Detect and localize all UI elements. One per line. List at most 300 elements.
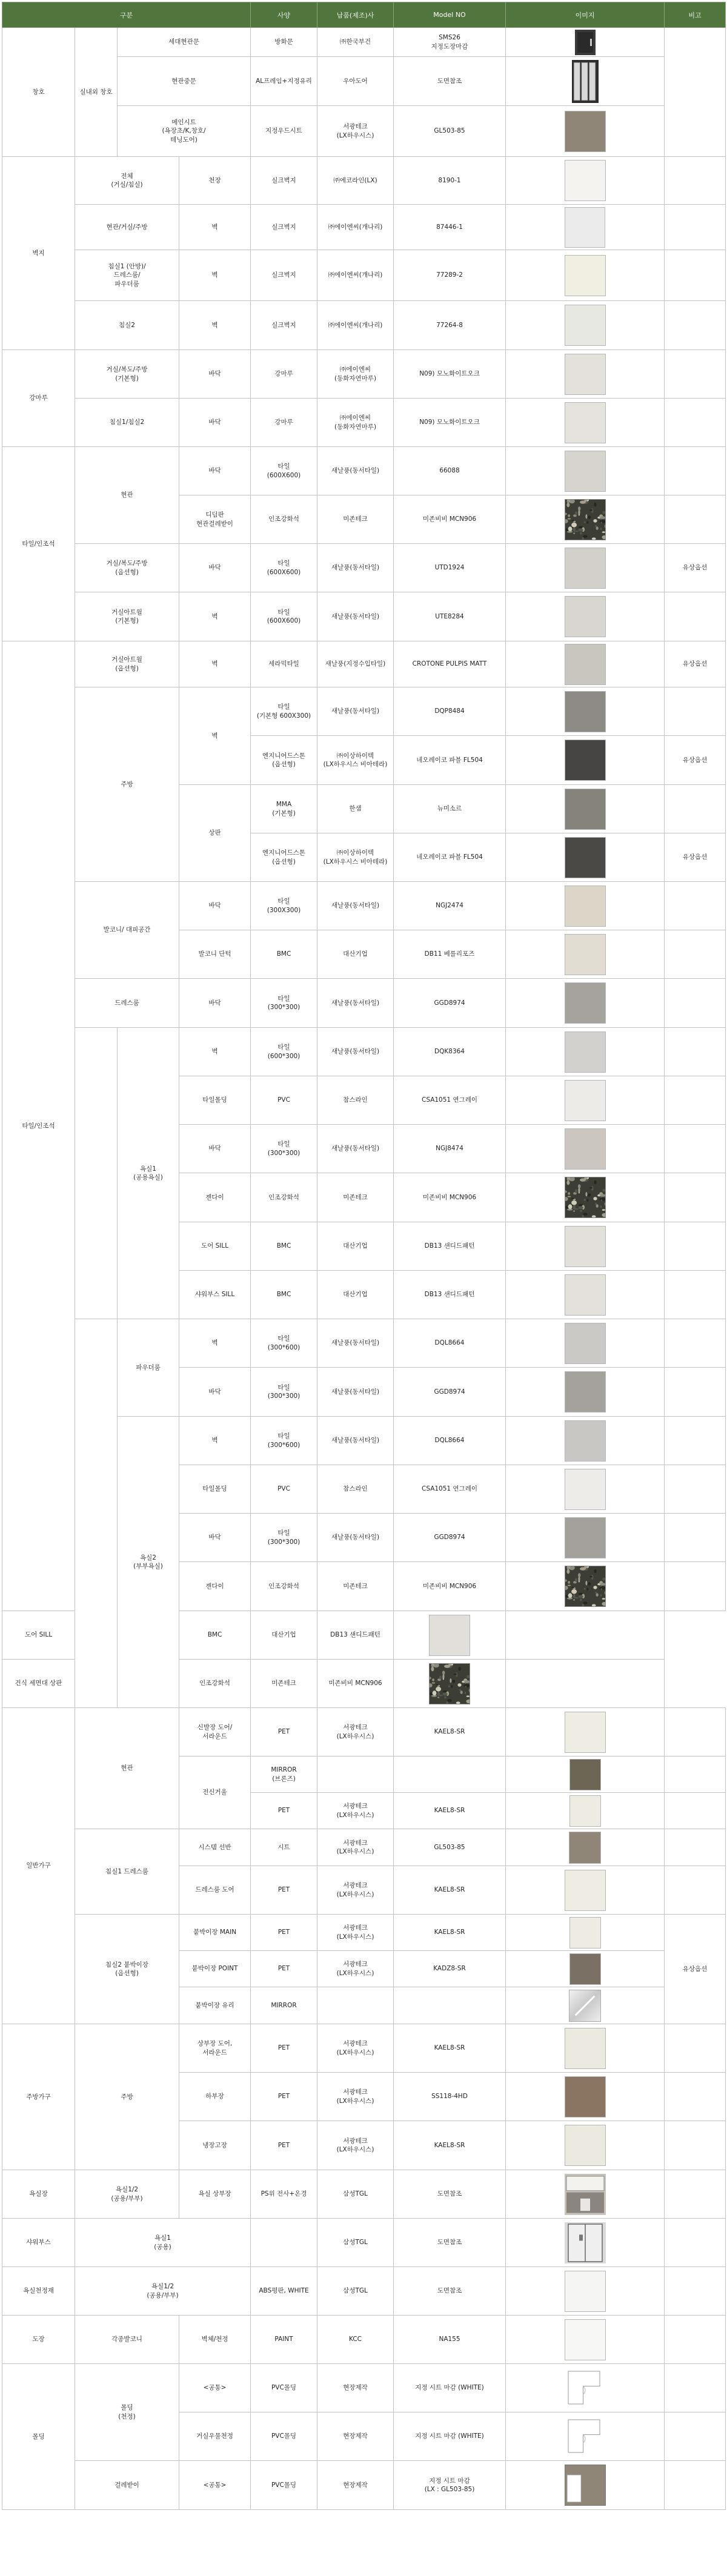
table-row — [2, 2364, 726, 2412]
col-header-category: 구분 — [2, 2, 251, 28]
subarea-cell: 욕실2 (부부욕실) — [118, 1417, 179, 1708]
spec-cell: 실크벽지 — [251, 157, 317, 205]
spec-cell: AL프레임+지정유리 — [251, 57, 317, 106]
image-cell — [506, 2461, 665, 2510]
supplier-cell — [317, 1757, 394, 1793]
spec-cell: 타일 (300*300) — [251, 1125, 317, 1173]
part-cell: 바닥 — [179, 882, 251, 930]
material-swatch — [565, 1371, 606, 1412]
supplier-cell: 새날풍(동서타일) — [317, 1028, 394, 1076]
table-row — [2, 28, 726, 57]
image-cell — [506, 1173, 665, 1222]
model-cell: CSA1051 연그레이 — [394, 1465, 506, 1514]
table-row — [2, 979, 726, 1028]
model-cell: KAEL8-SR — [394, 1866, 506, 1915]
image-cell — [506, 882, 665, 930]
supplier-cell: 서광테크 (LX하우시스) — [317, 2073, 394, 2121]
model-cell: UTE8284 — [394, 592, 506, 641]
spec-cell: PET — [251, 1708, 317, 1757]
part-cell: 타일몰딩 — [179, 1465, 251, 1514]
spec-cell: 인조강화석 — [251, 1173, 317, 1222]
note-cell — [665, 882, 726, 930]
part-cell: 젠다이 — [179, 1562, 251, 1611]
model-cell: GGD8974 — [394, 1514, 506, 1562]
image-cell — [506, 1708, 665, 1757]
image-cell — [506, 1271, 665, 1319]
note-cell — [665, 1271, 726, 1319]
model-cell: 네오레이코 파블 FL504 — [394, 736, 506, 785]
table-row — [2, 399, 726, 447]
image-cell — [506, 1125, 665, 1173]
part-cell: 바닥 — [179, 1368, 251, 1417]
supplier-cell: ㈜한국부건 — [317, 28, 394, 57]
material-swatch — [565, 1031, 606, 1073]
supplier-cell: 삼성TGL — [317, 2219, 394, 2267]
model-cell: SS118-4HD — [394, 2073, 506, 2121]
supplier-cell: 서광테크 (LX하우시스) — [317, 1793, 394, 1829]
image-cell — [506, 399, 665, 447]
table-row — [2, 1829, 726, 1866]
supplier-cell: ㈜에이엔씨(개나리) — [317, 301, 394, 350]
part-cell: 벽 — [179, 1319, 251, 1368]
model-cell: DB13 샌디드패턴 — [317, 1611, 394, 1660]
material-swatch — [569, 1832, 601, 1864]
spec-cell: 타일 (기본형 600X300) — [251, 687, 317, 736]
table-row — [2, 641, 726, 687]
part-cell: 디딤판 현관걸레받이 — [179, 495, 251, 544]
model-cell: KAEL8-SR — [394, 1915, 506, 1951]
molding-icon — [565, 2368, 606, 2409]
supplier-cell: 서광테크 (LX하우시스) — [317, 2121, 394, 2170]
area-cell: 거실/복도/주방 (기본형) — [75, 350, 179, 399]
material-swatch — [565, 1870, 606, 1911]
model-cell: NGJ8474 — [394, 1125, 506, 1173]
image-cell — [506, 736, 665, 785]
material-swatch — [565, 1469, 606, 1510]
spec-cell: 세라믹타일 — [251, 641, 317, 687]
model-cell: 미존비비 MCN906 — [394, 1562, 506, 1611]
part-cell: 시스템 선반 — [179, 1829, 251, 1866]
spec-cell: PVC몰딩 — [251, 2412, 317, 2461]
model-cell: N09) 모노화이트오크 — [394, 350, 506, 399]
header-row — [2, 2, 726, 28]
model-cell: 미존비비 MCN906 — [394, 1173, 506, 1222]
supplier-cell: ㈜에이엔씨(개나리) — [317, 250, 394, 301]
spec-cell: 타일 (300*300) — [251, 1368, 317, 1417]
model-cell: 지정 시트 마감 (WHITE) — [394, 2364, 506, 2412]
image-cell — [506, 1866, 665, 1915]
spec-table-body — [2, 28, 726, 2510]
area-cell: 거실아트월 (기본형) — [75, 592, 179, 641]
spec-cell: MIRROR (브론즈) — [251, 1757, 317, 1793]
spec-cell: PET — [251, 1793, 317, 1829]
part-cell: 신발장 도어/ 서라운드 — [179, 1708, 251, 1757]
subarea-cell: 욕실1 (공용욕실) — [118, 1028, 179, 1319]
spec-cell: BMC — [251, 930, 317, 979]
area-cell: 전체 (거실/침실) — [75, 157, 179, 205]
image-cell — [506, 2024, 665, 2073]
supplier-cell: 현장제작 — [317, 2412, 394, 2461]
table-row — [2, 1028, 726, 1076]
table-row — [2, 250, 726, 301]
part-cell: 바닥 — [179, 350, 251, 399]
spec-cell: PVC — [251, 1076, 317, 1125]
note-cell — [665, 1514, 726, 1562]
supplier-cell: 현장제작 — [317, 2364, 394, 2412]
spec-cell: 타일 (300*300) — [251, 979, 317, 1028]
model-cell: UTD1924 — [394, 544, 506, 592]
table-row — [2, 350, 726, 399]
model-cell: 도면참조 — [394, 2267, 506, 2316]
table-row — [2, 544, 726, 592]
category-cell: 욕실천정재 — [2, 2267, 75, 2316]
supplier-cell: 새날풍(동서타일) — [317, 1125, 394, 1173]
part-cell: 샤워부스 SILL — [179, 1271, 251, 1319]
spec-cell: 인조강화석 — [179, 1660, 251, 1708]
part-cell: 드레스룸 도어 — [179, 1866, 251, 1915]
part-cell: 젠다이 — [179, 1173, 251, 1222]
table-row — [2, 447, 726, 495]
material-swatch — [565, 596, 606, 637]
image-cell — [506, 1757, 665, 1793]
part-cell: 벽 — [179, 205, 251, 250]
supplier-cell: 서광테크 (LX하우시스) — [317, 1708, 394, 1757]
area-cell: 드레스룸 — [75, 979, 179, 1028]
material-swatch — [565, 160, 606, 201]
sliding-door-image — [572, 60, 599, 103]
model-cell: 87446-1 — [394, 205, 506, 250]
col-header-supplier: 납품(제조)사 — [317, 2, 394, 28]
note-cell: 유상옵션 — [665, 641, 726, 687]
image-cell — [506, 495, 665, 544]
category-cell: 벽지 — [2, 157, 75, 350]
note-cell — [665, 2364, 726, 2412]
spec-cell: 엔지니어드스톤 (옵션형) — [251, 833, 317, 882]
supplier-cell: ㈜에이엔씨 (동화자연마루) — [317, 350, 394, 399]
molding-icon — [565, 2416, 606, 2457]
part-cell: 발코니 단턱 — [179, 930, 251, 979]
area-cell: 실내외 창호 — [75, 28, 118, 157]
image-cell — [506, 1076, 665, 1125]
category-cell: 욕실장 — [2, 2170, 75, 2219]
note-cell — [665, 399, 726, 447]
col-header-note: 비고 — [665, 2, 726, 28]
spec-cell: 타일 (300X300) — [251, 882, 317, 930]
part-cell: 벽 — [179, 687, 251, 785]
note-cell — [665, 1465, 726, 1514]
note-cell: 유상옵션 — [665, 833, 726, 882]
note-cell — [665, 930, 726, 979]
table-row — [2, 2219, 726, 2267]
note-cell — [506, 1611, 665, 1660]
image-cell — [506, 1829, 665, 1866]
category-cell: 타일/인조석 — [2, 641, 75, 1611]
model-cell: 뉴미소르 — [394, 785, 506, 833]
note-cell: 유상옵션 — [665, 736, 726, 785]
model-cell: 지정 시트 마감 (WHITE) — [394, 2412, 506, 2461]
table-row — [2, 157, 726, 205]
supplier-cell: 미존테크 — [251, 1660, 317, 1708]
spec-cell — [251, 2219, 317, 2267]
supplier-cell: ㈜에이엔씨(개나리) — [317, 205, 394, 250]
granite-swatch — [565, 1177, 606, 1218]
image-cell — [506, 301, 665, 350]
supplier-cell: 우아도어 — [317, 57, 394, 106]
spec-cell: 타일 (300*600) — [251, 1319, 317, 1368]
supplier-cell: KCC — [317, 2316, 394, 2364]
material-swatch — [569, 1917, 601, 1949]
note-cell — [665, 447, 726, 495]
supplier-cell: ㈜에이엔씨 (동화자연마루) — [317, 399, 394, 447]
door-image — [575, 30, 596, 55]
subarea-cell: 파우더룸 — [118, 1319, 179, 1417]
supplier-cell: 현장제작 — [317, 2461, 394, 2510]
part-cell: 벽 — [179, 592, 251, 641]
note-cell — [665, 250, 726, 301]
supplier-cell: 새날풍(동서타일) — [317, 979, 394, 1028]
model-cell: 네오레이코 파블 FL504 — [394, 833, 506, 882]
category-cell: 타일/인조석 — [2, 447, 75, 641]
material-swatch — [565, 886, 606, 927]
area-cell: 욕실1 (공용) — [75, 2219, 251, 2267]
note-cell — [665, 495, 726, 544]
supplier-cell: 새날풍(동서타일) — [317, 1417, 394, 1465]
spec-cell: PET — [251, 1951, 317, 1987]
image-cell — [506, 157, 665, 205]
part-cell: <공통> — [179, 2461, 251, 2510]
note-cell — [665, 1368, 726, 1417]
model-cell: KADZ8-SR — [394, 1951, 506, 1987]
part-cell: 벽 — [179, 1028, 251, 1076]
supplier-cell: 서광테크 (LX하우시스) — [317, 2024, 394, 2073]
finish-spec-table — [2, 2, 726, 2510]
spec-cell: PET — [251, 2073, 317, 2121]
image-cell — [506, 28, 665, 57]
material-swatch — [565, 1323, 606, 1364]
spec-cell: 엔지니어드스톤 (옵션형) — [251, 736, 317, 785]
category-cell: 몰딩 — [2, 2364, 75, 2510]
model-cell: GL503-85 — [394, 1829, 506, 1866]
note-cell — [665, 592, 726, 641]
model-cell: KAEL8-SR — [394, 2121, 506, 2170]
supplier-cell: 참스라인 — [317, 1076, 394, 1125]
spec-cell: PVC — [251, 1465, 317, 1514]
image-cell — [506, 2073, 665, 2121]
model-cell: GGD8974 — [394, 979, 506, 1028]
part-cell: 건식 세면대 상판 — [2, 1660, 75, 1708]
spec-cell: 인조강화석 — [251, 1562, 317, 1611]
note-cell — [665, 1708, 726, 1757]
part-cell: 바닥 — [179, 1125, 251, 1173]
spec-cell: 타일 (300*300) — [251, 1514, 317, 1562]
model-cell: GGD8974 — [394, 1368, 506, 1417]
part-cell: 하부장 — [179, 2073, 251, 2121]
granite-swatch — [565, 1566, 606, 1607]
spec-cell: PET — [251, 1915, 317, 1951]
note-cell — [665, 157, 726, 205]
spec-cell: 타일 (300*600) — [251, 1417, 317, 1465]
supplier-cell: ㈜에코라인(LX) — [317, 157, 394, 205]
image-cell — [506, 205, 665, 250]
model-cell: 미존비비 MCN906 — [394, 495, 506, 544]
image-cell — [506, 592, 665, 641]
image-cell — [506, 1028, 665, 1076]
image-cell — [506, 641, 665, 687]
spec-cell: PET — [251, 1866, 317, 1915]
image-cell — [506, 57, 665, 106]
category-cell: 샤워부스 — [2, 2219, 75, 2267]
note-cell — [665, 28, 726, 157]
supplier-cell: 삼성TGL — [317, 2170, 394, 2219]
model-cell: 66088 — [394, 447, 506, 495]
area-cell: 걸레받이 — [75, 2461, 179, 2510]
spec-cell: 시트 — [251, 1829, 317, 1866]
model-cell: 도면참조 — [394, 2170, 506, 2219]
image-cell — [506, 2219, 665, 2267]
area-cell: 침실2 — [75, 301, 179, 350]
image-cell — [506, 447, 665, 495]
spec-cell: PET — [251, 2121, 317, 2170]
area-cell: 침실2 붙박이장 (옵션형) — [75, 1915, 179, 2024]
spec-cell: 강마루 — [251, 350, 317, 399]
area-cell: 거실아트월 (옵션형) — [75, 641, 179, 687]
note-cell — [665, 2024, 726, 2073]
material-swatch — [565, 1517, 606, 1558]
image-cell — [506, 833, 665, 882]
model-cell: DQL8664 — [394, 1319, 506, 1368]
shower-booth-image — [565, 2222, 606, 2263]
part-cell: 도어 SILL — [2, 1611, 75, 1660]
area-cell — [75, 1028, 118, 1319]
spec-cell: ABS평판, WHITE — [251, 2267, 317, 2316]
note-cell — [665, 2316, 726, 2364]
note-cell — [665, 1562, 726, 1611]
image-cell — [506, 1793, 665, 1829]
image-cell — [394, 1611, 506, 1660]
supplier-cell: 대산기업 — [317, 930, 394, 979]
spec-cell: BMC — [251, 1271, 317, 1319]
note-cell — [665, 1866, 726, 1915]
model-cell: NA155 — [394, 2316, 506, 2364]
material-swatch — [565, 354, 606, 395]
note-cell — [665, 2073, 726, 2121]
part-cell: 붙박이장 MAIN — [179, 1915, 251, 1951]
model-cell — [394, 1757, 506, 1793]
spec-cell: 방화문 — [251, 28, 317, 57]
part-cell: 벽 — [179, 641, 251, 687]
category-cell: 강마루 — [2, 350, 75, 447]
model-cell: 지정 시트 마감 (LX : GL503-85) — [394, 2461, 506, 2510]
note-cell — [665, 1028, 726, 1076]
area-cell: 침실1 (안방)/ 드레스룸/ 파우더룸 — [75, 250, 179, 301]
part-cell: 타일몰딩 — [179, 1076, 251, 1125]
image-cell — [506, 1987, 665, 2024]
image-cell — [506, 1319, 665, 1368]
area-cell: 현관 — [75, 447, 179, 544]
spec-cell: 실크벽지 — [251, 205, 317, 250]
material-swatch — [569, 1795, 601, 1827]
supplier-cell: 새날풍(동서타일) — [317, 592, 394, 641]
note-cell — [665, 1757, 726, 1793]
material-swatch — [565, 982, 606, 1024]
supplier-cell: 새날풍(동서타일) — [317, 687, 394, 736]
material-swatch — [565, 2125, 606, 2166]
supplier-cell: 미존테크 — [317, 1173, 394, 1222]
spec-cell: 강마루 — [251, 399, 317, 447]
note-cell — [665, 1125, 726, 1173]
note-cell — [665, 205, 726, 250]
model-cell: CROTONE PULPIS MATT — [394, 641, 506, 687]
material-swatch — [565, 255, 606, 296]
model-cell: 도면참조 — [394, 57, 506, 106]
supplier-cell: 서광테크 (LX하우시스) — [317, 1866, 394, 1915]
area-cell: 각종발코니 — [75, 2316, 179, 2364]
image-cell — [506, 2121, 665, 2170]
material-swatch — [565, 1712, 606, 1753]
material-swatch — [565, 111, 606, 152]
image-cell — [506, 785, 665, 833]
material-swatch — [569, 1759, 601, 1790]
supplier-cell: 대산기업 — [251, 1611, 317, 1660]
supplier-cell: 삼성TGL — [317, 2267, 394, 2316]
image-cell — [506, 2364, 665, 2412]
spec-cell: PAINT — [251, 2316, 317, 2364]
image-cell — [506, 250, 665, 301]
image-cell — [506, 979, 665, 1028]
image-cell — [506, 1562, 665, 1611]
col-header-spec: 사양 — [251, 2, 317, 28]
part-cell: 바닥 — [179, 447, 251, 495]
note-cell — [665, 2461, 726, 2510]
model-cell: NGJ2474 — [394, 882, 506, 930]
note-cell — [665, 1076, 726, 1125]
part-cell: 전신거울 — [179, 1757, 251, 1829]
supplier-cell: ㈜이상하이텍 (LX하우시스 비아테라) — [317, 833, 394, 882]
supplier-cell: 새날풍(동서타일) — [317, 882, 394, 930]
supplier-cell: 새날풍(동서타일) — [317, 1368, 394, 1417]
material-swatch — [565, 2319, 606, 2360]
material-swatch — [565, 837, 606, 878]
table-row — [2, 1319, 726, 1368]
supplier-cell: 새날풍(동서타일) — [317, 544, 394, 592]
note-cell: 유상옵션 — [665, 1915, 726, 2024]
note-cell — [665, 2219, 726, 2267]
material-swatch — [565, 789, 606, 830]
material-swatch — [565, 305, 606, 346]
area-cell: 거실/복도/주방 (옵션형) — [75, 544, 179, 592]
note-cell — [665, 301, 726, 350]
note-cell — [665, 687, 726, 736]
note-cell: 유상옵션 — [665, 544, 726, 592]
note-cell — [665, 2170, 726, 2219]
material-swatch — [565, 2271, 606, 2312]
image-cell — [506, 1951, 665, 1987]
spec-cell: 실크벽지 — [251, 301, 317, 350]
mirror-swatch — [569, 1990, 601, 2022]
subarea-cell: 세대현관문 — [118, 28, 251, 57]
material-swatch — [565, 1128, 606, 1170]
spec-cell: PVC몰딩 — [251, 2364, 317, 2412]
table-row — [2, 687, 726, 736]
image-cell — [506, 1368, 665, 1417]
material-swatch — [565, 2028, 606, 2069]
material-swatch — [565, 207, 605, 248]
table-row — [2, 2267, 726, 2316]
granite-swatch — [565, 499, 606, 540]
supplier-cell: 새날풍(동서타일) — [317, 1319, 394, 1368]
image-cell — [506, 2316, 665, 2364]
note-cell — [665, 1173, 726, 1222]
